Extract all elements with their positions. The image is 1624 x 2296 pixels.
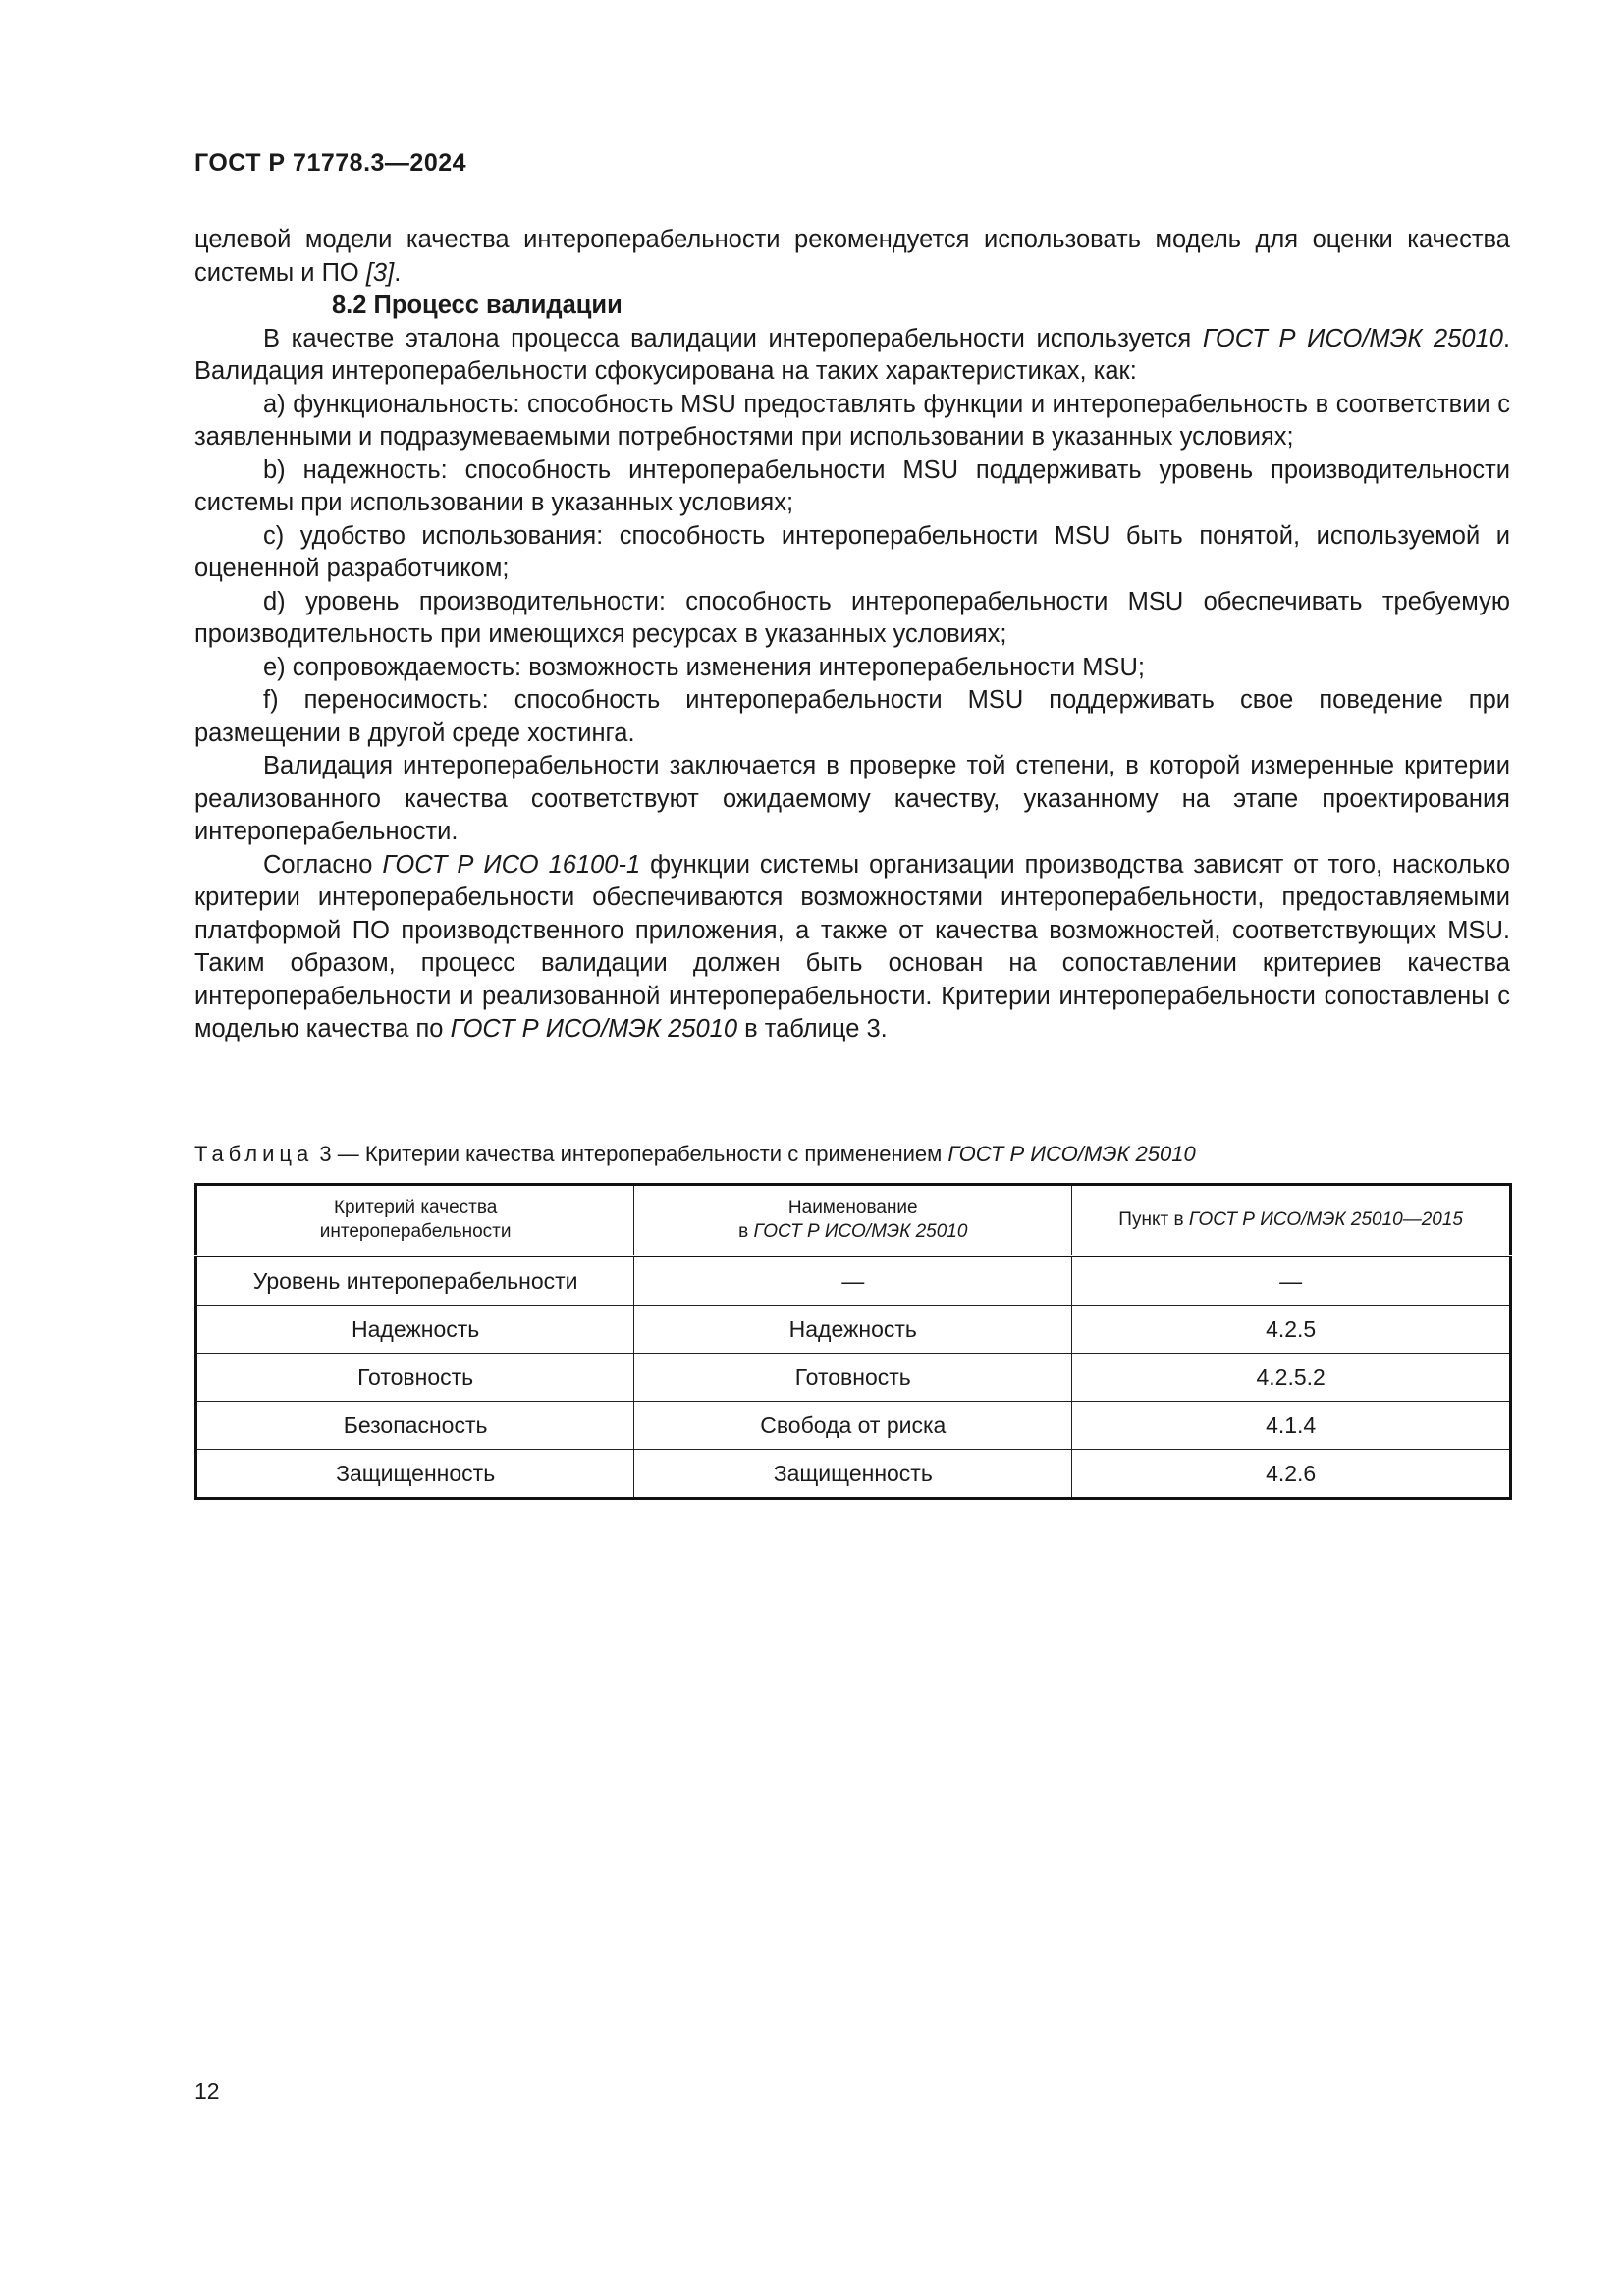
- text-run: функции системы организации производства зависят от того, насколько критерии интероперабельности обеспечиваются возможностями интероперабельности, предоставляемыми платформой ПО производственного приложения, а также от качества возможностей, соответствующих MSU. Таким образом, процесс валидации должен быть основан на сопоставлении критериев качества интероперабельности и реализованной интероперабельности. Критерии интероперабельности сопоставлены с моделью качества по: [194, 850, 1510, 1042]
- cell-name: Готовность: [634, 1354, 1072, 1402]
- table-row: [196, 1354, 1511, 1402]
- reference: [3]: [365, 258, 395, 287]
- text-run: в таблице 3.: [737, 1015, 888, 1042]
- cell-criterion: Безопасность: [196, 1402, 634, 1450]
- reference: ГОСТ Р ИСО 16100-1: [382, 850, 641, 879]
- list-item-f: f) переносимость: способность интероперабельности MSU поддерживать свое поведение при размещении в другой среде хостинга.: [194, 686, 1510, 747]
- page-number: 12: [194, 2078, 220, 2104]
- cell-criterion: Готовность: [196, 1354, 634, 1402]
- paragraph-continuation: [194, 224, 1510, 290]
- cell-clause: 4.1.4: [1072, 1402, 1511, 1450]
- header-text: Пункт в: [1118, 1209, 1189, 1230]
- header-text: интероперабельности: [319, 1221, 512, 1242]
- cell-name: —: [634, 1256, 1072, 1306]
- caption-reference: ГОСТ Р ИСО/МЭК 25010: [947, 1142, 1196, 1166]
- header-text: в: [738, 1221, 754, 1242]
- header-reference: ГОСТ Р ИСО/МЭК 25010: [753, 1221, 968, 1242]
- text-run: Согласно: [263, 850, 383, 879]
- cell-clause: —: [1072, 1256, 1511, 1306]
- list-item-c: c) удобство использования: способность интероперабельности MSU быть понятой, используемой и оцененной разработчиком;: [194, 521, 1510, 582]
- cell-name: Надежность: [634, 1306, 1072, 1354]
- document-header: ГОСТ Р 71778.3—2024: [194, 149, 467, 177]
- header-clause: [1072, 1185, 1511, 1256]
- table-row: [196, 1306, 1511, 1354]
- cell-name: Защищенность: [634, 1450, 1072, 1499]
- paragraph: Валидация интероперабельности заключается в проверке той степени, в которой измеренные критерии реализованного качества соответствуют ожидаемому качеству, указанному на этапе проектирования интероперабельности.: [194, 752, 1510, 845]
- cell-criterion: Защищенность: [196, 1450, 634, 1499]
- table-caption: [194, 1141, 1510, 1168]
- paragraph: [194, 849, 1510, 1046]
- header-text: Критерий качества: [333, 1198, 498, 1218]
- cell-criterion: Надежность: [196, 1306, 634, 1354]
- table-row: [196, 1450, 1511, 1499]
- caption-label: Таблица: [194, 1142, 314, 1166]
- header-text: Наименование: [787, 1198, 918, 1218]
- table-header-row: [196, 1185, 1511, 1256]
- reference: ГОСТ Р ИСО/МЭК 25010: [1202, 324, 1503, 352]
- paragraph: [194, 323, 1510, 389]
- list-item-e: e) сопровождаемость: возможность изменения интероперабельности MSU;: [263, 653, 1145, 681]
- document-body: [194, 224, 1510, 1046]
- criteria-table: [194, 1183, 1512, 1500]
- list-item-a: a) функциональность: способность MSU предоставлять функции и интероперабельность в соответствии с заявленными и подразумеваемыми потребностями при использовании в указанных условиях;: [194, 390, 1510, 451]
- text-run: .: [394, 258, 402, 287]
- cell-clause: 4.2.5: [1072, 1306, 1511, 1354]
- cell-criterion: Уровень интероперабельности: [196, 1256, 634, 1306]
- text-run: В качестве эталона процесса валидации интероперабельности используется: [263, 324, 1203, 352]
- cell-clause: 4.2.5.2: [1072, 1354, 1511, 1402]
- reference: ГОСТ Р ИСО/МЭК 25010: [450, 1015, 738, 1042]
- list-item-d: d) уровень производительности: способность интероперабельности MSU обеспечивать требуемую производительность при имеющихся ресурсах в указанных условиях;: [194, 587, 1510, 648]
- header-criterion: [196, 1185, 634, 1256]
- cell-clause: 4.2.6: [1072, 1450, 1511, 1499]
- header-reference: ГОСТ Р ИСО/МЭК 25010—2015: [1188, 1209, 1463, 1230]
- text-run: целевой модели качества интероперабельности рекомендуется использовать модель для оценки качества системы и ПО: [194, 226, 1510, 287]
- text-run: . Валидация интероперабельности сфокусирована на таких характеристиках, как:: [194, 324, 1510, 385]
- table-row: [196, 1402, 1511, 1450]
- table-row: [196, 1256, 1511, 1306]
- caption-text: 3 — Критерии качества интероперабельности с применением: [313, 1142, 948, 1166]
- section-title: 8.2 Процесс валидации: [332, 292, 623, 319]
- header-name: [634, 1185, 1072, 1256]
- list-item-b: b) надежность: способность интероперабельности MSU поддерживать уровень производительности системы при использовании в указанных условиях;: [194, 455, 1510, 516]
- cell-name: Свобода от риска: [634, 1402, 1072, 1450]
